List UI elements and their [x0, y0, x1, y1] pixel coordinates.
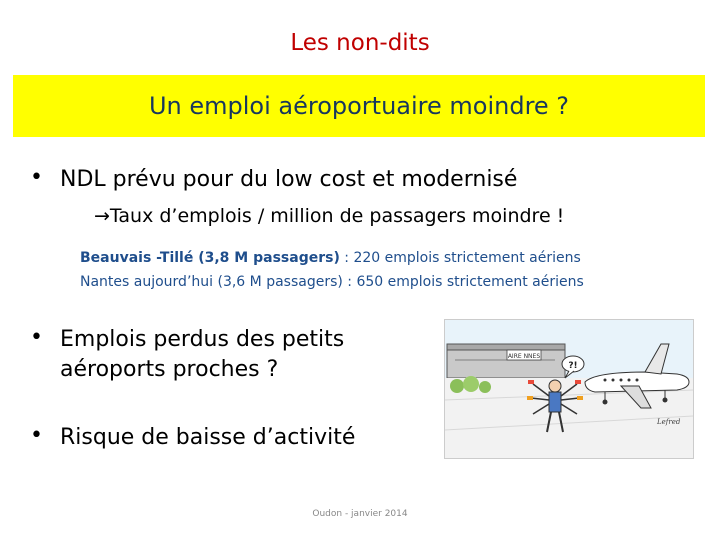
- terminal-building: [447, 344, 565, 378]
- bullet-text: Risque de baisse d’activité: [60, 425, 356, 450]
- airport-cartoon: [444, 319, 694, 459]
- bullet-text: Emplois perdus des petits aéroports proches ?: [60, 327, 345, 382]
- beauvais-line: [80, 246, 584, 270]
- bullet-dot: •: [30, 325, 43, 350]
- beauvais-label: Beauvais -Tillé (3,8 M passagers): [80, 250, 340, 266]
- bullet-item: [30, 423, 450, 453]
- bullet-text: NDL prévu pour du low cost et modernisé: [60, 167, 518, 192]
- slide-title: Les non-dits: [290, 30, 430, 56]
- footer-text: Oudon - janvier 2014: [312, 509, 408, 519]
- banner: [13, 75, 705, 137]
- comparison-block: [80, 246, 584, 294]
- cartoon-drawing: [445, 320, 693, 458]
- sub-point: [94, 205, 564, 227]
- cartoon-signature: Lefred: [657, 418, 681, 426]
- beauvais-value: : 220 emplois strictement aériens: [339, 250, 581, 266]
- bullet-dot: •: [30, 165, 43, 190]
- sub-point-text: Taux d’emplois / million de passagers moindre !: [109, 205, 565, 227]
- banner-text: Un emploi aéroportuaire moindre ?: [148, 92, 570, 120]
- speech-text: ?!: [568, 361, 578, 371]
- bullet-item: [30, 325, 450, 385]
- nantes-line: Nantes aujourd’hui (3,6 M passagers) : 650 emplois strictement aériens: [80, 274, 584, 290]
- arrow-icon: →: [94, 205, 110, 227]
- terminal-sign: AIRE NNES: [507, 353, 541, 360]
- bullet-dot: •: [30, 423, 43, 448]
- bullet-item: [30, 165, 690, 195]
